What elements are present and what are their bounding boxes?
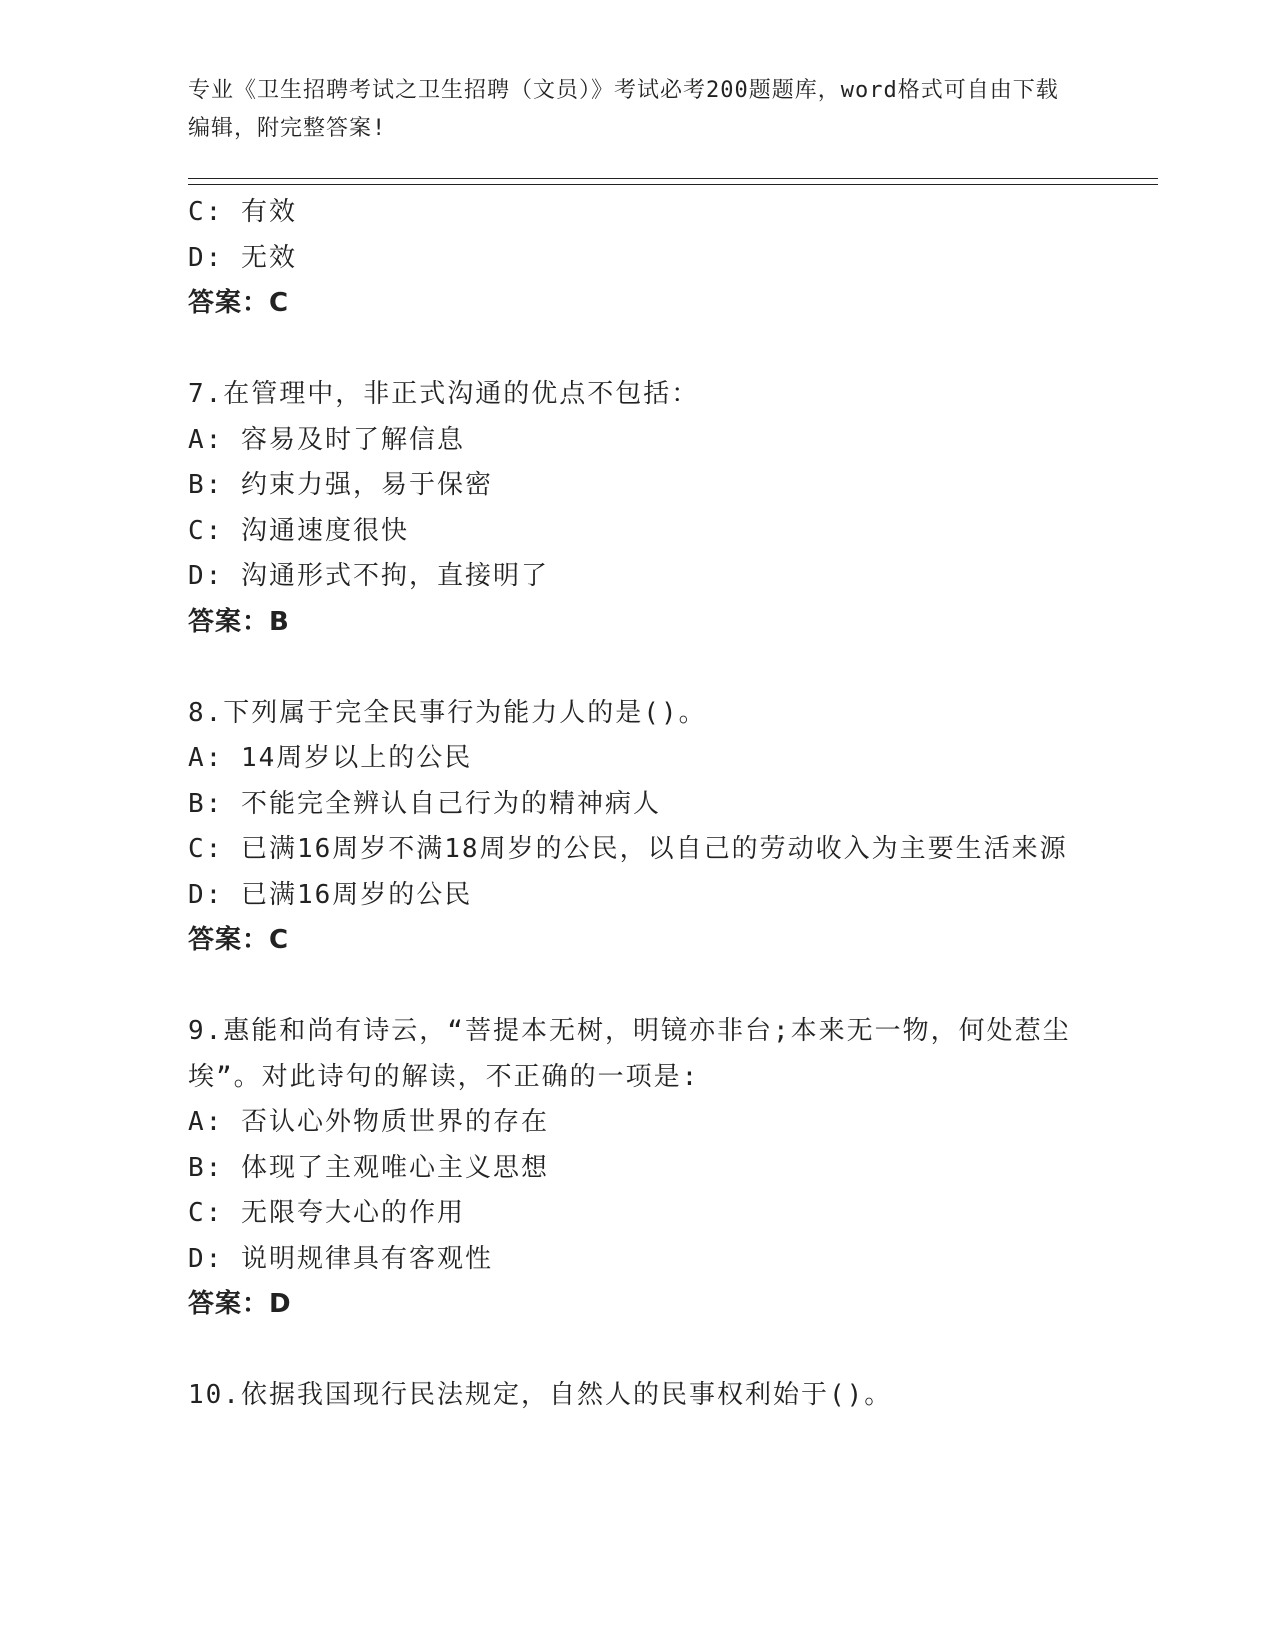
option-c: C: 有效: [188, 197, 297, 227]
question-stem: 8.下列属于完全民事行为能力人的是()。: [188, 697, 707, 728]
spacer: [188, 964, 1088, 1010]
option-c: C: 已满16周岁不满18周岁的公民，以自己的劳动收入为主要生活来源: [188, 834, 1068, 864]
option-b: B: 不能完全辨认自己行为的精神病人: [188, 788, 661, 819]
question-6-fragment: [188, 190, 1088, 327]
question-10: [188, 1373, 1088, 1419]
option-a: A: 容易及时了解信息: [188, 424, 465, 455]
answer-line: 答案：C: [188, 925, 290, 955]
option-b: B: 体现了主观唯心主义思想: [188, 1152, 549, 1183]
spacer: [188, 327, 1088, 373]
header-divider-top: [188, 178, 1158, 179]
answer-line: 答案：D: [188, 1289, 292, 1319]
document-header: 专业《卫生招聘考试之卫生招聘（文员）》考试必考200题题库，word格式可自由下载编辑，附完整答案!: [188, 78, 1059, 141]
question-9: [188, 1009, 1088, 1328]
option-d: D: 无效: [188, 242, 297, 273]
question-stem: 10.依据我国现行民法规定，自然人的民事权利始于()。: [188, 1380, 893, 1410]
answer-line: 答案：C: [188, 288, 290, 318]
option-d: D: 已满16周岁的公民: [188, 879, 473, 910]
option-a: A: 否认心外物质世界的存在: [188, 1107, 549, 1137]
option-c: C: 无限夸大心的作用: [188, 1198, 465, 1228]
answer-line: 答案：B: [188, 606, 290, 637]
question-7: [188, 372, 1088, 645]
spacer: [188, 1328, 1088, 1374]
question-stem: 9.惠能和尚有诗云，“菩提本无树，明镜亦非台;本来无一物，何处惹尘埃”。对此诗句的解读，不正确的一项是:: [188, 1016, 1071, 1092]
spacer: [188, 645, 1088, 691]
option-c: C: 沟通速度很快: [188, 515, 409, 546]
question-stem: 7.在管理中，非正式沟通的优点不包括：: [188, 379, 700, 409]
question-list: [188, 190, 1088, 1419]
option-d: D: 说明规律具有客观性: [188, 1243, 493, 1274]
option-a: A: 14周岁以上的公民: [188, 743, 473, 773]
question-8: [188, 691, 1088, 964]
option-d: D: 沟通形式不拘，直接明了: [188, 561, 549, 591]
option-b: B: 约束力强，易于保密: [188, 470, 493, 500]
header-divider-bottom: [188, 184, 1158, 185]
